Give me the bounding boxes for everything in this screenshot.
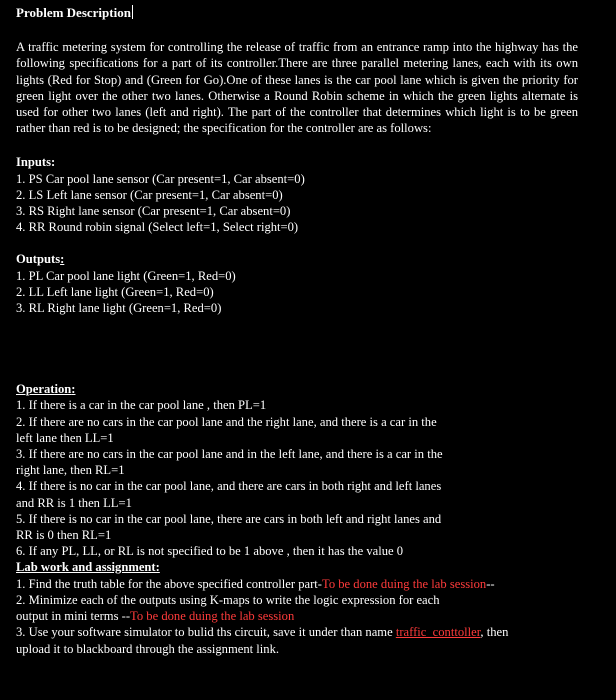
outputs-section [16,251,578,316]
lab-item-3-tail: , then [480,625,509,640]
operation-section [16,381,578,559]
input-item: 4. RR Round robin signal (Select left=1, Select right=0) [16,220,299,235]
problem-title-text: Problem Description [16,5,131,20]
problem-document [16,5,578,657]
input-item: 3. RS Right lane sensor (Car present=1, Car absent=0) [16,204,291,219]
output-item: 1. PL Car pool lane light (Green=1, Red=0) [16,268,236,283]
lab-section [16,559,578,656]
outputs-heading-text: Outputs [16,252,61,267]
lab-item-3-line-2: upload it to blackboard through the assignment link. [16,641,280,656]
operation-line: 5. If there is no car in the car pool lane, there are cars in both left and right lanes and [16,511,442,526]
output-item: 3. RL Right lane light (Green=1, Red=0) [16,301,222,316]
lab-session-note: To be done duing the lab session [130,609,295,624]
lab-item-3-line-1 [16,624,578,640]
operation-line: 2. If there are no cars in the car pool lane and the right lane, and there is a car in the [16,414,437,429]
inputs-section [16,154,578,235]
outputs-heading-colon: : [60,252,65,267]
operation-line: RR is 0 then RL=1 [16,528,112,543]
operation-line: 1. If there is a car in the car pool lane , then PL=1 [16,398,267,413]
operation-line: 3. If there are no cars in the car pool lane and in the left lane, and there is a car in the [16,447,443,462]
lab-session-note: To be done duing the lab session [322,576,487,591]
problem-description: A traffic metering system for controlling the release of traffic from an entrance ramp into the highway has the following specifications for a part of its controller.There are three parallel metering lanes, each with its own lights (Red for Stop) and (Green for Go).One of these lanes is the car pool lane which is given the priority for green light over the other two lanes. Otherwise a Round Robin scheme in which the green lights alternate is used for other two lanes (left and right). The part of the controller that determines which light is to be green rather than red is to be designed; the specification for the controller are as follows: [16,40,578,136]
input-item: 1. PS Car pool lane sensor (Car present=1, Car absent=0) [16,171,305,186]
lab-item-2-line-1: 2. Minimize each of the outputs using K-maps to write the logic expression for each [16,592,440,607]
operation-line: left lane then LL=1 [16,430,114,445]
operation-heading-text: Operation [16,382,72,397]
lab-item-1-text: 1. Find the truth table for the above specified controller part- [16,576,322,591]
lab-item-1-tail: -- [486,576,495,591]
outputs-heading [16,251,578,267]
lab-heading: Lab work and assignment: [16,560,160,575]
input-item: 2. LS Left lane sensor (Car present=1, Car absent=0) [16,187,283,202]
filename-link[interactable]: traffic_conttoller [395,625,481,640]
operation-heading-colon: : [71,382,76,397]
operation-line: and RR is 1 then LL=1 [16,495,132,510]
lab-item-2-line-2 [16,608,578,624]
operation-line: right lane, then RL=1 [16,463,125,478]
inputs-heading: Inputs: [16,155,56,170]
problem-title [16,5,578,21]
operation-heading [16,381,578,397]
operation-line: 4. If there is no car in the car pool lane, and there are cars in both right and left lanes [16,479,442,494]
output-item: 2. LL Left lane light (Green=1, Red=0) [16,284,214,299]
lab-item-3-text: 3. Use your software simulator to bulid ths circuit, save it under than name [16,625,396,640]
lab-item-1 [16,576,578,592]
operation-line: 6. If any PL, LL, or RL is not specified to be 1 above , then it has the value 0 [16,544,404,559]
text-cursor [132,5,133,19]
lab-item-2-text: output in mini terms -- [16,609,131,624]
